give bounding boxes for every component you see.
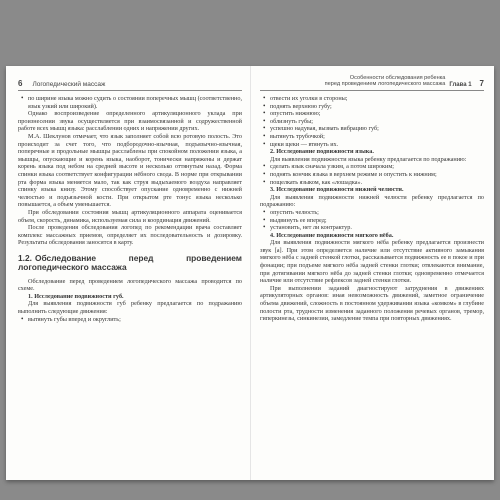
paragraph: При обследовании состояния мышц артикуляционного аппарата оценивается объем, скорость, динамика, используемая сила и координация движений.	[18, 208, 242, 224]
list-item: • пощелкать языком, как «лошадка».	[260, 179, 484, 187]
numbered-heading: 4. Исследование подвижности мягкого нёба.	[270, 231, 394, 239]
paragraph: Для выявления подвижности мягкого нёба ребенку предлагается произнести звук [а]. При этом определяется наличие или отсутствие активного замыкания мягкого нёба с задней стенкой глотки, рассказывается подвижность ее в покое и при фонации; при подъеме мягкого нёба задней стенки глотки; отвлекаются внимание, при дотягивании мягкого нёба до задней стенки глотки; одновременно отмечается наличие или отсутствие рефлексов задней стенки глотки.	[260, 239, 484, 285]
paragraph: Обследование перед проведением логопедического массажа проводится по схеме.	[18, 277, 242, 293]
section-title: Обследование перед проведением логопедического массажа	[18, 252, 242, 273]
paragraph: При выполнении заданий диагностируют затруднения в движениях артикуляторных органов: иная невозможность движений, заметное ограничение объема движений, сложность в постоянном удерживании языка «комком» в глубине полости рта, трудности изменения заданного положения речевых органов, тремор, гиперкинезы, синкинезии, замедление темпа при повторных движениях.	[260, 284, 484, 323]
list-item: • опустить челюсть;	[260, 209, 484, 217]
list-item: • выдвинуть ее вперед;	[260, 217, 484, 225]
list-item: • по ширине языка можно судить о состоянии поперечных мышц (соответственно, язык узкий или широкий).	[18, 95, 242, 110]
paragraph: Для выявления подвижности губ ребенку предлагается по подражанию выполнить следующие движения:	[18, 300, 242, 316]
right-page-number: 7	[479, 79, 484, 88]
list-item: • вытянуть трубочкой;	[260, 133, 484, 141]
paragraph: После проведения обследования логопед по рекомендации врача составляет комплекс массажных приемов, определяет их последовательность и дозировку. Результаты обследования заносятся в карту.	[18, 224, 242, 247]
right-page-header	[260, 72, 484, 91]
list-item: • щеки щеки — втянуть их.	[260, 141, 484, 149]
paragraph: Для выявления подвижности языка ребенку предлагается по подражанию:	[270, 155, 467, 163]
list-item: • поднять верхнюю губу;	[260, 103, 484, 111]
list-item: • сделать язык сначала узким, а потом широким;	[260, 163, 484, 171]
numbered-heading: 1. Исследование подвижности губ.	[28, 292, 124, 300]
list-item: • успешно надувая, вызвать вибрацию губ;	[260, 125, 484, 133]
left-page-header	[18, 72, 242, 91]
left-page-body	[18, 95, 242, 323]
section-number: 1.2.	[18, 252, 32, 263]
paragraph: М.А. Шеклунов отмечает, что язык заполняет собой всю ротовую полость. Это происходит за счет того, что подбородочно-язычная, подъязычно-язычная, поперечные и продольные мышцы расслаблены при спокойном положении языка, а мышцы, опускающие и корень языка, наоборот, тонически напряжены и держат корень языка под небом на средней высоте и несколько оттянутым назад. Форма спинки языка соответствует конфигурации нёбного свода. В норме при открывании рта форма языка меняется мало, так как струя выдыхаемого воздуха направляет спинку языка книзу. Этому способствует опускание одновременно с нижней челюстью и подъязычной кости. При открытом рте тонус языка несколько повышается, а объем уменьшается.	[18, 132, 242, 209]
numbered-heading: 2. Исследование подвижности языка.	[270, 148, 374, 156]
left-page-number: 6	[18, 79, 23, 88]
right-running-title: Особенности обследования ребенка перед проведением логопедического массажа	[324, 74, 446, 88]
left-page	[18, 72, 242, 474]
book-spread	[6, 66, 494, 480]
numbered-heading: 3. Исследование подвижности нижней челюсти.	[270, 186, 404, 194]
section-heading	[18, 254, 242, 273]
list-item: • опустить нижнюю;	[260, 110, 484, 118]
book-spine	[250, 66, 251, 480]
right-page	[260, 72, 484, 474]
list-item: • установить, нет ли контрактур.	[260, 224, 484, 232]
list-item: • поднять кончик языка в верхнем режиме и опустить к нижним;	[260, 171, 484, 179]
left-running-title: Логопедический массаж	[32, 81, 106, 88]
list-item: • отвести их уголки в стороны;	[260, 95, 484, 103]
list-item: • вытянуть губы вперед и округлить;	[18, 316, 242, 324]
list-item: • облизнуть губы;	[260, 118, 484, 126]
paragraph: Для выявления подвижности нижней челюсти ребенку предлагается по подражанию:	[260, 193, 484, 209]
paragraph: Однако воспроизведение определенного артикуляционного уклада при произнесении звука осуществляется при взаимосвязанной и содружественной работе всех мышц языка: расслаблении одних и напряжении других.	[18, 110, 242, 133]
chapter-label: Глава 1	[449, 82, 472, 88]
right-page-body	[260, 95, 484, 323]
